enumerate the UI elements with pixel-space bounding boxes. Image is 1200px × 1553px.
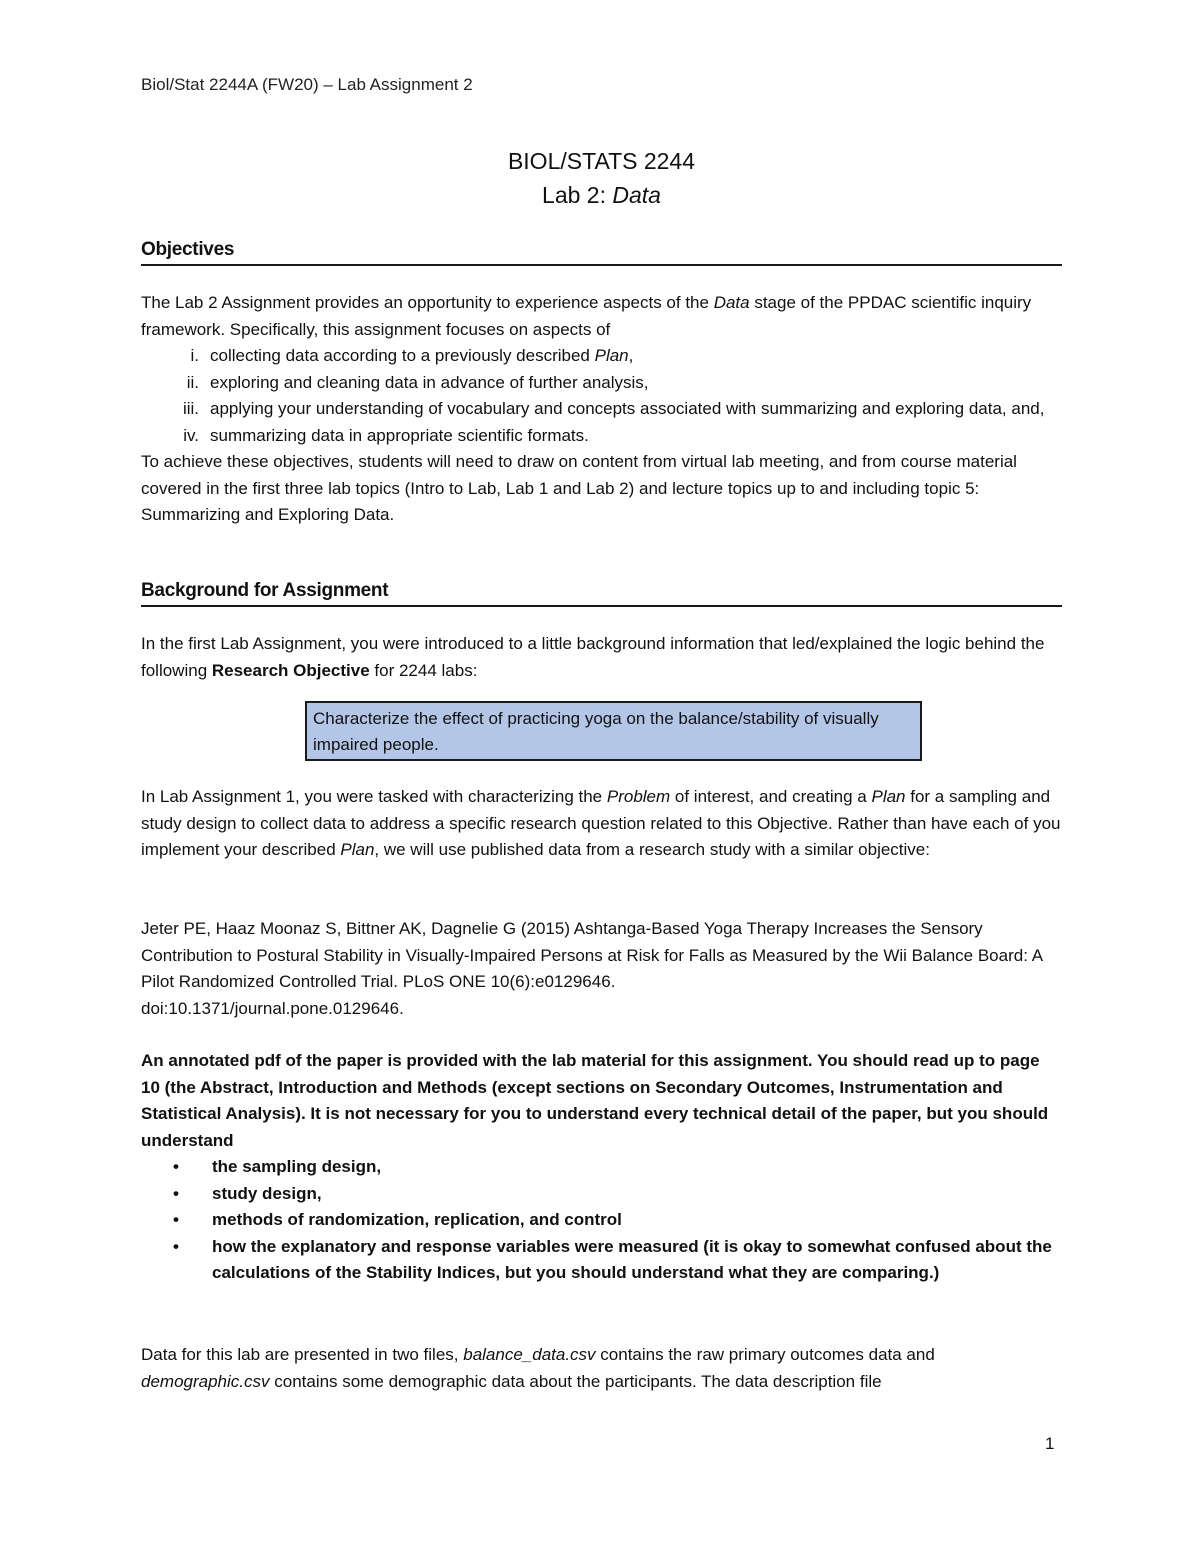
course-title: BIOL/STATS 2244 xyxy=(507,148,696,174)
bullet-icon: • xyxy=(173,1210,179,1229)
background-intro: In the first Lab Assignment, you were introduced to a little background information that led/explained the logic behind the following Research Objective for 2244 labs: xyxy=(141,634,1045,680)
list-item: • the sampling design, xyxy=(141,1154,1062,1181)
reading-instructions: An annotated pdf of the paper is provided with the lab material for this assignment. You should read up to page 10 (the Abstract, Introduction and Methods (except sections on Secondary Outcomes, Instrumentation and Statistical Analysis). It is not necessary for you to understand every technical detail of the paper, but you should understand • the sampling design, • study design, • methods of randomization, replication, and control • how the explanatory and response variables were measured (it is okay to somewhat confused about the calculations of the Stability Indices, but you should understand what they are comparing.) xyxy=(141,1048,1062,1287)
bullet-icon: • xyxy=(173,1183,179,1203)
objectives-heading: Objectives xyxy=(141,239,1062,266)
list-item: • methods of randomization, replication, and control xyxy=(141,1207,1062,1234)
background-heading: Background for Assignment xyxy=(141,580,1062,607)
lab-assignment-paragraph: In Lab Assignment 1, you were tasked with characterizing the Problem of interest, and creating a Plan for a sampling and study design to collect data to address a specific research question related to this Objective. Rather than have each of you implement your described Plan, we will use published data from a research study with a similar objective: xyxy=(141,787,1061,859)
list-item: iv. summarizing data in appropriate scientific formats. xyxy=(183,425,589,445)
bullet-icon: • xyxy=(173,1236,179,1256)
title-block xyxy=(141,144,1062,212)
objectives-closing: To achieve these objectives, students will need to draw on content from virtual lab meeting, and from course material covered in the first three lab topics (Intro to Lab, Lab 1 and Lab 2) and lecture topics up to and including topic 5: Summarizing and Exploring Data. xyxy=(141,452,1017,524)
citation: Jeter PE, Haaz Moonaz S, Bittner AK, Dagnelie G (2015) Ashtanga-Based Yoga Therapy Increases the Sensory Contribution to Postural Stability in Visually-Impaired Persons at Risk for Falls as Measured by the Wii Balance Board: A Pilot Randomized Controlled Trial. PLoS ONE 10(6):e0129646. doi:10.1371/journal.pone.0129646. xyxy=(141,916,1062,1022)
running-header: Biol/Stat 2244A (FW20) – Lab Assignment 2 xyxy=(141,75,473,94)
list-item: ii. exploring and cleaning data in advance of further analysis, xyxy=(186,372,649,392)
list-item: • how the explanatory and response variables were measured (it is okay to somewhat confused about the calculations of the Stability Indices, but you should understand what they are comparing.) xyxy=(141,1234,1062,1287)
data-files-paragraph: Data for this lab are presented in two files, balance_data.csv contains the raw primary outcomes data and demographic.csv contains some demographic data about the participants. The data description file xyxy=(141,1345,935,1391)
list-item: • study design, xyxy=(141,1181,1062,1208)
doi-text: doi:10.1371/journal.pone.0129646. xyxy=(141,998,404,1018)
page-number: 1 xyxy=(1045,1434,1055,1453)
objectives-section xyxy=(141,290,1062,529)
research-objective-callout: Characterize the effect of practicing yoga on the balance/stability of visually impaired people. xyxy=(305,701,922,761)
bullet-icon: • xyxy=(173,1157,179,1176)
objectives-intro: The Lab 2 Assignment provides an opportunity to experience aspects of the Data stage of the PPDAC scientific inquiry framework. Specifically, this assignment focuses on aspects of xyxy=(141,293,1032,339)
objectives-list xyxy=(141,343,1062,449)
list-item: i. collecting data according to a previously described Plan, xyxy=(190,346,634,365)
lab-title: Lab 2: Data xyxy=(542,182,661,208)
understanding-list xyxy=(141,1154,1062,1287)
list-item: iii. applying your understanding of vocabulary and concepts associated with summarizing and exploring data, and, xyxy=(182,399,1045,418)
